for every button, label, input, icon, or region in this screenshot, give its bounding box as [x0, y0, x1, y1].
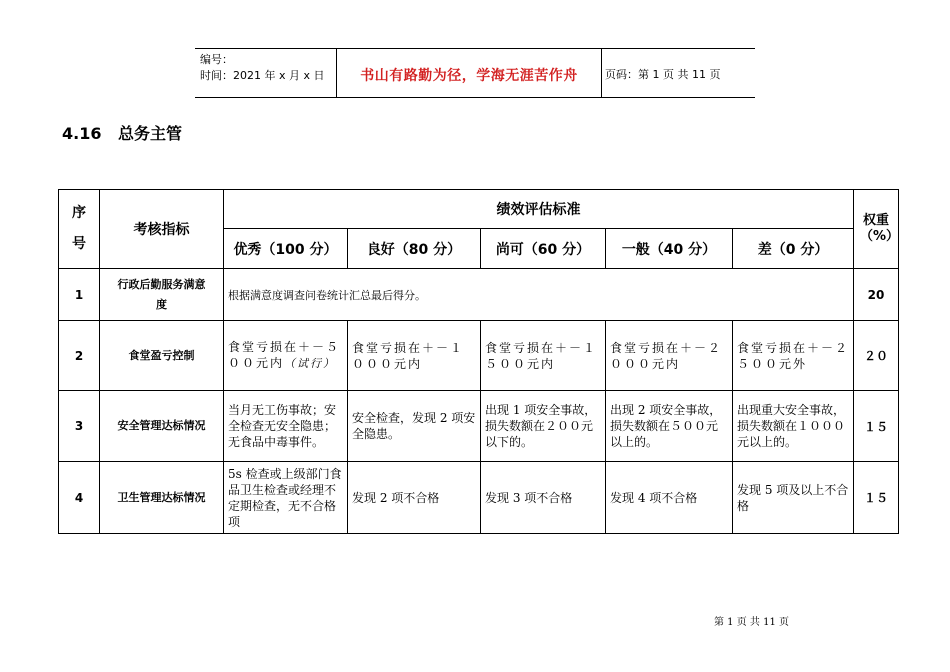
row-weight: 20	[854, 269, 899, 321]
row-cell-excellent: 当月无工伤事故；安全检查无安全隐患；无食品中毒事件。	[224, 391, 348, 462]
row-cell-poor: 食堂亏损在＋－２５００元外	[733, 321, 854, 391]
row-weight: ２０	[854, 321, 899, 391]
row-cell-fair: 发现 3 项不合格	[481, 462, 606, 534]
row-seq: 1	[59, 269, 100, 321]
row-seq: 3	[59, 391, 100, 462]
row-weight: １５	[854, 462, 899, 534]
header-standard: 绩效评估标准	[224, 190, 854, 229]
header-weight: 权重（%）	[854, 190, 899, 269]
level-average: 一般（40 分）	[606, 229, 733, 269]
row-cell-fair: 出现 1 项安全事故，损失数额在２００元以下的。	[481, 391, 606, 462]
trial-note: （试行）	[284, 357, 337, 370]
row-cell-good: 食堂亏损在＋－１０００元内	[348, 321, 481, 391]
row-cell-good: 发现 2 项不合格	[348, 462, 481, 534]
row-cell-average: 食堂亏损在＋－２０００元内	[606, 321, 733, 391]
level-fair: 尚可（60 分）	[481, 229, 606, 269]
level-good: 良好（80 分）	[348, 229, 481, 269]
evaluation-table	[58, 189, 899, 534]
row-indicator: 卫生管理达标情况	[100, 462, 224, 534]
header-indicator: 考核指标	[100, 190, 224, 269]
table-row	[59, 462, 899, 534]
section-number: 4.16	[62, 124, 102, 143]
section-heading	[62, 121, 182, 144]
page-footer: 第 1 页 共 11 页	[714, 617, 789, 628]
row-seq: 2	[59, 321, 100, 391]
row-indicator: 行政后勤服务满意度	[100, 269, 224, 321]
level-poor: 差（0 分）	[733, 229, 854, 269]
row-cell-average: 发现 4 项不合格	[606, 462, 733, 534]
table-row	[59, 321, 899, 391]
row-cell-fair: 食堂亏损在＋－１５００元内	[481, 321, 606, 391]
row-weight: １５	[854, 391, 899, 462]
table-row	[59, 269, 899, 321]
time-label: 时间：2021 年 x 月 x 日	[200, 69, 325, 82]
row-cell-poor: 出现重大安全事故，损失数额在１０００元以上的。	[733, 391, 854, 462]
row-cell-excellent: 5s 检查或上级部门食品卫生检查或经理不定期检查，无不合格项	[224, 462, 348, 534]
row-seq: 4	[59, 462, 100, 534]
row-merged-standard: 根据满意度调查问卷统计汇总最后得分。	[224, 269, 854, 321]
header-seq: 序号	[59, 190, 100, 269]
section-title: 总务主管	[118, 124, 183, 143]
row-cell-average: 出现 2 项安全事故，损失数额在５００元以上的。	[606, 391, 733, 462]
number-label: 编号：	[200, 53, 233, 66]
level-excellent: 优秀（100 分）	[224, 229, 348, 269]
page-code: 页码：第 1 页 共 11 页	[605, 68, 721, 81]
row-cell-good: 安全检查，发现 2 项安全隐患。	[348, 391, 481, 462]
table-row	[59, 391, 899, 462]
header-meta	[200, 52, 340, 96]
row-indicator: 安全管理达标情况	[100, 391, 224, 462]
row-cell-poor: 发现 5 项及以上不合格	[733, 462, 854, 534]
header-motto-cell	[336, 49, 602, 97]
row-cell-excellent: 食堂亏损在＋－５００元内（试行）	[224, 321, 348, 391]
row-indicator: 食堂盈亏控制	[100, 321, 224, 391]
motto-text: 书山有路勤为径，学海无涯苦作舟	[360, 68, 578, 84]
document-header	[195, 48, 755, 98]
